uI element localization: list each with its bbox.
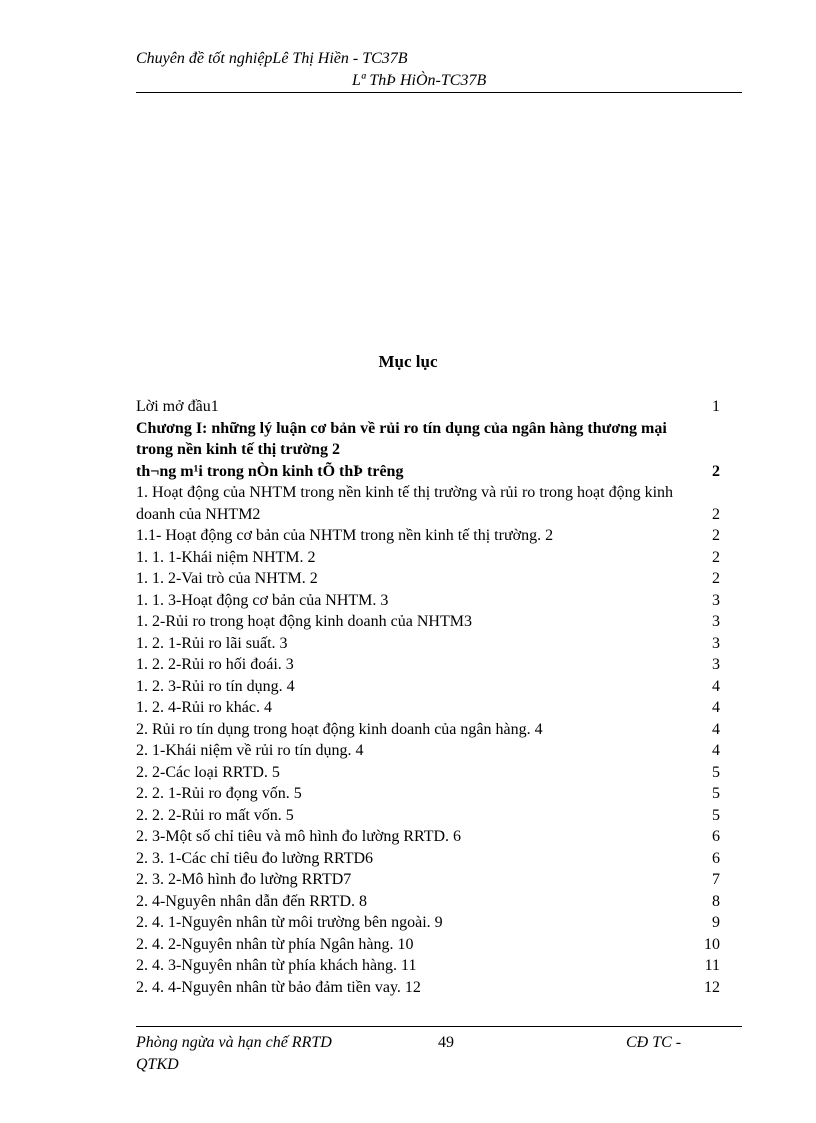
toc-entry[interactable] xyxy=(136,977,720,999)
toc-entry-text: th¬ng m¹i trong nÒn kinh tÕ thÞ trêng xyxy=(136,462,404,480)
toc-entry[interactable] xyxy=(136,461,720,483)
toc-entry-page: 2 xyxy=(712,570,720,587)
toc-entry-page: 4 xyxy=(712,699,720,716)
toc-entry-text: 2. 2. 2-Rủi ro mất vốn. 5 xyxy=(136,806,294,824)
toc-entry-page: 1 xyxy=(712,398,720,415)
toc-entry-page: 5 xyxy=(712,763,720,781)
toc-entry-text: 2. 3-Một số chỉ tiêu và mô hình đo lường RRTD. 6 xyxy=(136,828,462,845)
toc-entry[interactable] xyxy=(136,762,720,784)
toc-entry[interactable] xyxy=(136,826,720,848)
toc-entry-page: 5 xyxy=(712,785,720,802)
toc-entry-text: 1. 2. 1-Rủi ro lãi suất. 3 xyxy=(136,634,288,652)
toc-entry[interactable] xyxy=(136,740,720,762)
toc-entry-text: 2. 2-Các loại RRTD. 5 xyxy=(136,763,280,781)
toc-entry-page: 9 xyxy=(712,914,720,931)
toc-entry-page: 6 xyxy=(712,849,720,867)
toc-entry-page: 4 xyxy=(712,742,720,759)
toc-entry-page: 2 xyxy=(712,462,720,480)
page-title: Mục lục xyxy=(378,352,438,371)
toc-entry-text: Lời mở đầu1 xyxy=(136,398,219,415)
footer-left: Phòng ngừa và hạn chế RRTD xyxy=(136,1034,332,1051)
toc-entry-text: 2. 4. 4-Nguyên nhân từ bảo đảm tiền vay. 12 xyxy=(136,978,421,996)
toc-entry[interactable] xyxy=(136,719,720,741)
toc-entry-text: 2. 4. 1-Nguyên nhân từ môi trường bên ngoài. 9 xyxy=(136,914,443,931)
toc-entry[interactable] xyxy=(136,633,720,655)
toc-entry-text: 2. 1-Khái niệm về rủi ro tín dụng. 4 xyxy=(136,742,364,759)
toc-entry-page: 6 xyxy=(712,828,720,845)
toc-entry[interactable] xyxy=(136,654,720,676)
toc-entry[interactable] xyxy=(136,934,720,956)
toc-entry-text: Chương I: những lý luận cơ bản về rủi ro tín dụng của ngân hàng thương mại trong nền kinh tế thị trường 2 xyxy=(136,419,667,458)
footer-page-number: 49 xyxy=(438,1034,454,1051)
toc-entry-text: 2. 2. 1-Rủi ro đọng vốn. 5 xyxy=(136,785,302,802)
header-rule xyxy=(136,92,742,93)
toc-entry-text: 2. 4. 2-Nguyên nhân từ phía Ngân hàng. 10 xyxy=(136,935,414,953)
toc-entry-page: 3 xyxy=(712,591,720,609)
toc-entry-text: 2. 4-Nguyên nhân dẫn đến RRTD. 8 xyxy=(136,892,367,910)
toc-entry-page: 12 xyxy=(704,978,720,996)
toc-entry[interactable] xyxy=(136,525,720,547)
toc-entry[interactable] xyxy=(136,568,720,590)
toc-entry[interactable] xyxy=(136,697,720,719)
toc-entry-text: 1. 2. 3-Rủi ro tín dụng. 4 xyxy=(136,677,295,695)
toc-entry[interactable] xyxy=(136,590,720,612)
toc-entry[interactable] xyxy=(136,611,720,633)
toc-entry-text: 1. 1. 1-Khái niệm NHTM. 2 xyxy=(136,548,316,566)
toc-entry-text: 1. Hoạt động của NHTM trong nền kinh tế thị trường và rủi ro trong hoạt động kinh doanh của NHTM2 xyxy=(136,484,674,523)
toc-entry-text: 1. 1. 2-Vai trò của NHTM. 2 xyxy=(136,570,318,587)
toc-entry[interactable] xyxy=(136,396,720,418)
toc-entry-page: 7 xyxy=(712,871,720,888)
toc-entry[interactable] xyxy=(136,547,720,569)
toc-entry[interactable] xyxy=(136,783,720,805)
footer-right: CĐ TC - xyxy=(626,1034,682,1051)
toc-entry-text: 2. 3. 1-Các chỉ tiêu đo lường RRTD6 xyxy=(136,849,374,867)
header-line-2: Lª ThÞ HiÒn-TC37B xyxy=(352,72,487,89)
toc-entry-page: 5 xyxy=(712,806,720,824)
toc-entry-text: 1. 2. 2-Rủi ro hối đoái. 3 xyxy=(136,656,294,673)
toc-entry-text: 1.1- Hoạt động cơ bản của NHTM trong nền kinh tế thị trường. 2 xyxy=(136,527,554,544)
toc-entry[interactable] xyxy=(136,805,720,827)
toc-entry[interactable] xyxy=(136,912,720,934)
toc-entry-text: 2. 4. 3-Nguyên nhân từ phía khách hàng. 11 xyxy=(136,957,417,974)
toc-entry[interactable] xyxy=(136,869,720,891)
table-of-contents xyxy=(136,396,720,998)
toc-entry-page: 8 xyxy=(712,892,720,910)
toc-entry-page: 4 xyxy=(712,677,720,695)
toc-entry-text: 2. Rủi ro tín dụng trong hoạt động kinh doanh của ngân hàng. 4 xyxy=(136,720,543,738)
footer-left-line-2: QTKD xyxy=(136,1056,179,1073)
toc-entry[interactable] xyxy=(136,848,720,870)
toc-entry-page: 2 xyxy=(712,505,720,523)
toc-entry-page: 10 xyxy=(704,935,720,953)
toc-entry-text: 2. 3. 2-Mô hình đo lường RRTD7 xyxy=(136,871,352,888)
toc-entry[interactable] xyxy=(136,482,720,525)
toc-entry-page: 3 xyxy=(712,634,720,652)
toc-entry[interactable] xyxy=(136,418,720,461)
header-line-1: Chuyên đề tốt nghiệpLê Thị Hiền - TC37B xyxy=(136,50,408,67)
toc-entry-page: 2 xyxy=(712,548,720,566)
toc-entry[interactable] xyxy=(136,676,720,698)
toc-entry-text: 1. 1. 3-Hoạt động cơ bản của NHTM. 3 xyxy=(136,591,389,609)
toc-entry[interactable] xyxy=(136,955,720,977)
toc-entry-page: 4 xyxy=(712,720,720,738)
toc-entry-page: 3 xyxy=(712,656,720,673)
footer-rule xyxy=(136,1026,742,1027)
toc-entry-page: 2 xyxy=(712,527,720,544)
toc-entry-text: 1. 2. 4-Rủi ro khác. 4 xyxy=(136,699,272,716)
toc-entry-text: 1. 2-Rủi ro trong hoạt động kinh doanh của NHTM3 xyxy=(136,613,472,630)
toc-entry-page: 11 xyxy=(704,957,720,974)
toc-entry[interactable] xyxy=(136,891,720,913)
toc-entry-page: 3 xyxy=(712,613,720,630)
